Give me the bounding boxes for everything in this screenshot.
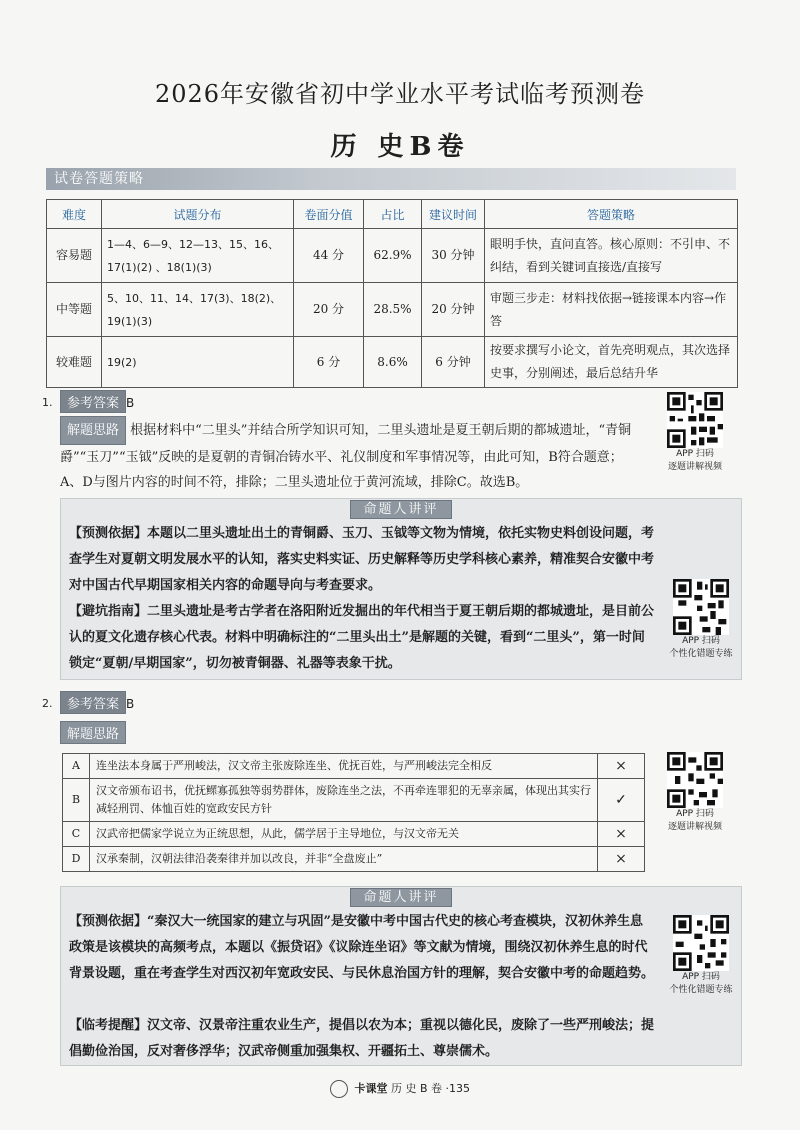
cell-score: 6 分	[294, 337, 364, 388]
col-difficulty: 难度	[47, 200, 102, 229]
strategy-section-bar	[46, 168, 736, 190]
table-row	[63, 779, 645, 822]
q2-answer-letter: B	[126, 697, 135, 711]
q2-answer-tag: 参考答案	[60, 691, 126, 714]
cell-ratio: 62.9%	[364, 229, 422, 283]
q1-analysis-text: 根据材料中“二里头”并结合所学知识可知，二里头遗址是夏王朝后期的都城遗址，“青铜爵”“玉刀”“玉钺”反映的是夏朝的青铜冶铸水平、礼仪制度和军事情况等，由此可知，B符合题意；A、D与图片内容的时间不符，排除；二里头遗址位于黄河流域，排除C。故选B。	[60, 423, 632, 490]
q2-tip	[69, 1013, 655, 1065]
table-row	[47, 337, 738, 388]
q1-answer-letter: B	[126, 396, 135, 410]
q2-basis	[69, 909, 655, 987]
q1-number: 1.	[42, 396, 53, 409]
q2-commentary-panel	[60, 886, 742, 1066]
q2-analysis-tag: 解题思路	[60, 721, 126, 744]
q1-panel-qr-block[interactable]	[665, 579, 737, 661]
q2-analysis-row	[60, 721, 126, 744]
option-text: 连坐法本身属于严刑峻法，汉文帝主张废除连坐、优抚百姓，与严刑峻法完全相反	[90, 754, 598, 779]
cell-score: 44 分	[294, 229, 364, 283]
q1-commentary-panel	[60, 498, 742, 680]
q2-answer-row	[60, 691, 134, 714]
option-letter: C	[63, 822, 90, 847]
col-score: 卷面分值	[294, 200, 364, 229]
col-time: 建议时间	[422, 200, 485, 229]
cell-ratio: 28.5%	[364, 283, 422, 337]
col-ratio: 占比	[364, 200, 422, 229]
q1-basis	[69, 521, 655, 599]
cell-score: 20 分	[294, 283, 364, 337]
q1-qr-block[interactable]	[660, 392, 730, 474]
q1-answer-tag: 参考答案	[60, 390, 126, 413]
q1-analysis-tag: 解题思路	[60, 416, 126, 445]
cell-tactic: 眼明手快，直问直答。核心原则：不引申、不纠结，看到关键词直接选/直接写	[485, 229, 738, 283]
cell-difficulty: 中等题	[47, 283, 102, 337]
col-tactic: 答题策略	[485, 200, 738, 229]
cell-distribution: 19(2)	[102, 337, 294, 388]
footer-logo-icon	[330, 1080, 348, 1098]
option-letter: B	[63, 779, 90, 822]
cell-distribution: 5、10、11、14、17(3)、18(2)、19(1)(3)	[102, 283, 294, 337]
q1-guide	[69, 599, 655, 677]
option-text: 汉文帝颁布诏书，优抚鳏寡孤独等弱势群体，废除连坐之法，不再牵连罪犯的无辜亲属，体现出其实行减轻刑罚、体恤百姓的宽政安民方针	[90, 779, 598, 822]
q2-qr-label-1: APP 扫码	[676, 809, 714, 819]
q1-qr-label-2: 逐题讲解视频	[667, 462, 722, 472]
strategy-section-label: 试卷答题策略	[54, 171, 144, 187]
cell-time: 30 分钟	[422, 229, 485, 283]
q1-panel-header: 命题人讲评	[350, 500, 451, 519]
page-footer	[0, 1080, 800, 1098]
option-text: 汉承秦制，汉朝法律沿袭秦律并加以改良，并非“全盘废止”	[90, 847, 598, 872]
cell-time: 6 分钟	[422, 337, 485, 388]
q2-tip-text: 汉文帝、汉景帝注重农业生产，提倡以农为本；重视以德化民，废除了一些严刑峻法；提倡勤俭治国，反对奢侈浮华；汉武帝侧重加强集权、开疆拓土、尊崇儒术。	[69, 1018, 655, 1059]
table-row	[63, 847, 645, 872]
table-row	[63, 822, 645, 847]
cell-distribution: 1—4、6—9、12—13、15、16、17(1)(2) 、18(1)(3)	[102, 229, 294, 283]
footer-brand: 卡课堂	[354, 1082, 388, 1095]
qr-code-icon[interactable]	[673, 579, 729, 635]
option-mark: ✓	[598, 779, 645, 822]
cell-tactic: 审题三步走：材料找依据→链接课本内容→作答	[485, 283, 738, 337]
q2-options-table	[62, 753, 645, 872]
q1-guide-text: 二里头遗址是考古学者在洛阳附近发掘出的年代相当于夏王朝后期的都城遗址，是目前公认的夏文化遗存核心代表。材料中明确标注的“二里头出土”是解题的关键，看到“二里头”，第一时间锁定“夏朝/早期国家”，切勿被青铜器、礼器等表象干扰。	[69, 604, 655, 671]
option-letter: D	[63, 847, 90, 872]
col-distribution: 试题分布	[102, 200, 294, 229]
option-mark: ×	[598, 822, 645, 847]
qr-code-icon[interactable]	[667, 752, 723, 808]
q2-panel-header: 命题人讲评	[350, 888, 451, 907]
strategy-table-header	[47, 200, 738, 229]
option-letter: A	[63, 754, 90, 779]
q2-tip-label: 【临考提醒】	[69, 1018, 148, 1033]
page-title: 2026年安徽省初中学业水平考试临考预测卷	[154, 80, 646, 108]
q2-basis-label: 【预测依据】	[69, 914, 148, 929]
cell-time: 20 分钟	[422, 283, 485, 337]
cell-difficulty: 较难题	[47, 337, 102, 388]
page-subtitle: 历 史B卷	[330, 132, 470, 162]
table-row	[47, 229, 738, 283]
q1-guide-label: 【避坑指南】	[69, 604, 148, 619]
q1-analysis	[60, 416, 644, 495]
q2-panel-qr-label-2: 个性化错题专练	[669, 985, 733, 995]
footer-page-number: 历 史 B 卷 ·135	[390, 1082, 471, 1095]
q1-basis-text: 本题以二里头遗址出土的青铜爵、玉刀、玉钺等文物为情境，依托实物史料创设问题，考查学生对夏朝文明发展水平的认知，落实史料实证、历史解释等历史学科核心素养，精准契合安徽中考对中国古代早期国家相关内容的命题导向与考查要求。	[69, 526, 655, 593]
q2-number: 2.	[42, 697, 53, 710]
option-text: 汉武帝把儒家学说立为正统思想，从此，儒学居于主导地位，与汉文帝无关	[90, 822, 598, 847]
q1-answer-row	[60, 390, 134, 413]
option-mark: ×	[598, 754, 645, 779]
q1-basis-label: 【预测依据】	[69, 526, 148, 541]
q2-basis-text: “秦汉大一统国家的建立与巩固”是安徽中考中国古代史的核心考查模块，汉初休养生息政策是该模块的高频考点，本题以《振贷诏》《议除连坐诏》等文献为情境，围绕汉初休养生息的时代背景设题，重在考查学生对西汉初年宽政安民、与民休息治国方针的理解，契合安徽中考的命题趋势。	[69, 914, 655, 981]
qr-code-icon[interactable]	[673, 915, 729, 971]
q2-qr-label-2: 逐题讲解视频	[667, 822, 722, 832]
table-row	[47, 283, 738, 337]
q1-panel-qr-label-1: APP 扫码	[682, 636, 720, 646]
qr-code-icon[interactable]	[667, 392, 723, 448]
strategy-table	[46, 199, 738, 388]
cell-difficulty: 容易题	[47, 229, 102, 283]
q2-qr-block[interactable]	[660, 752, 730, 834]
q1-qr-label-1: APP 扫码	[676, 449, 714, 459]
cell-tactic: 按要求撰写小论文，首先亮明观点，其次选择史事，分别阐述，最后总结升华	[485, 337, 738, 388]
q1-panel-qr-label-2: 个性化错题专练	[669, 649, 733, 659]
table-row	[63, 754, 645, 779]
q2-panel-qr-label-1: APP 扫码	[682, 972, 720, 982]
cell-ratio: 8.6%	[364, 337, 422, 388]
option-mark: ×	[598, 847, 645, 872]
q2-panel-qr-block[interactable]	[665, 915, 737, 997]
